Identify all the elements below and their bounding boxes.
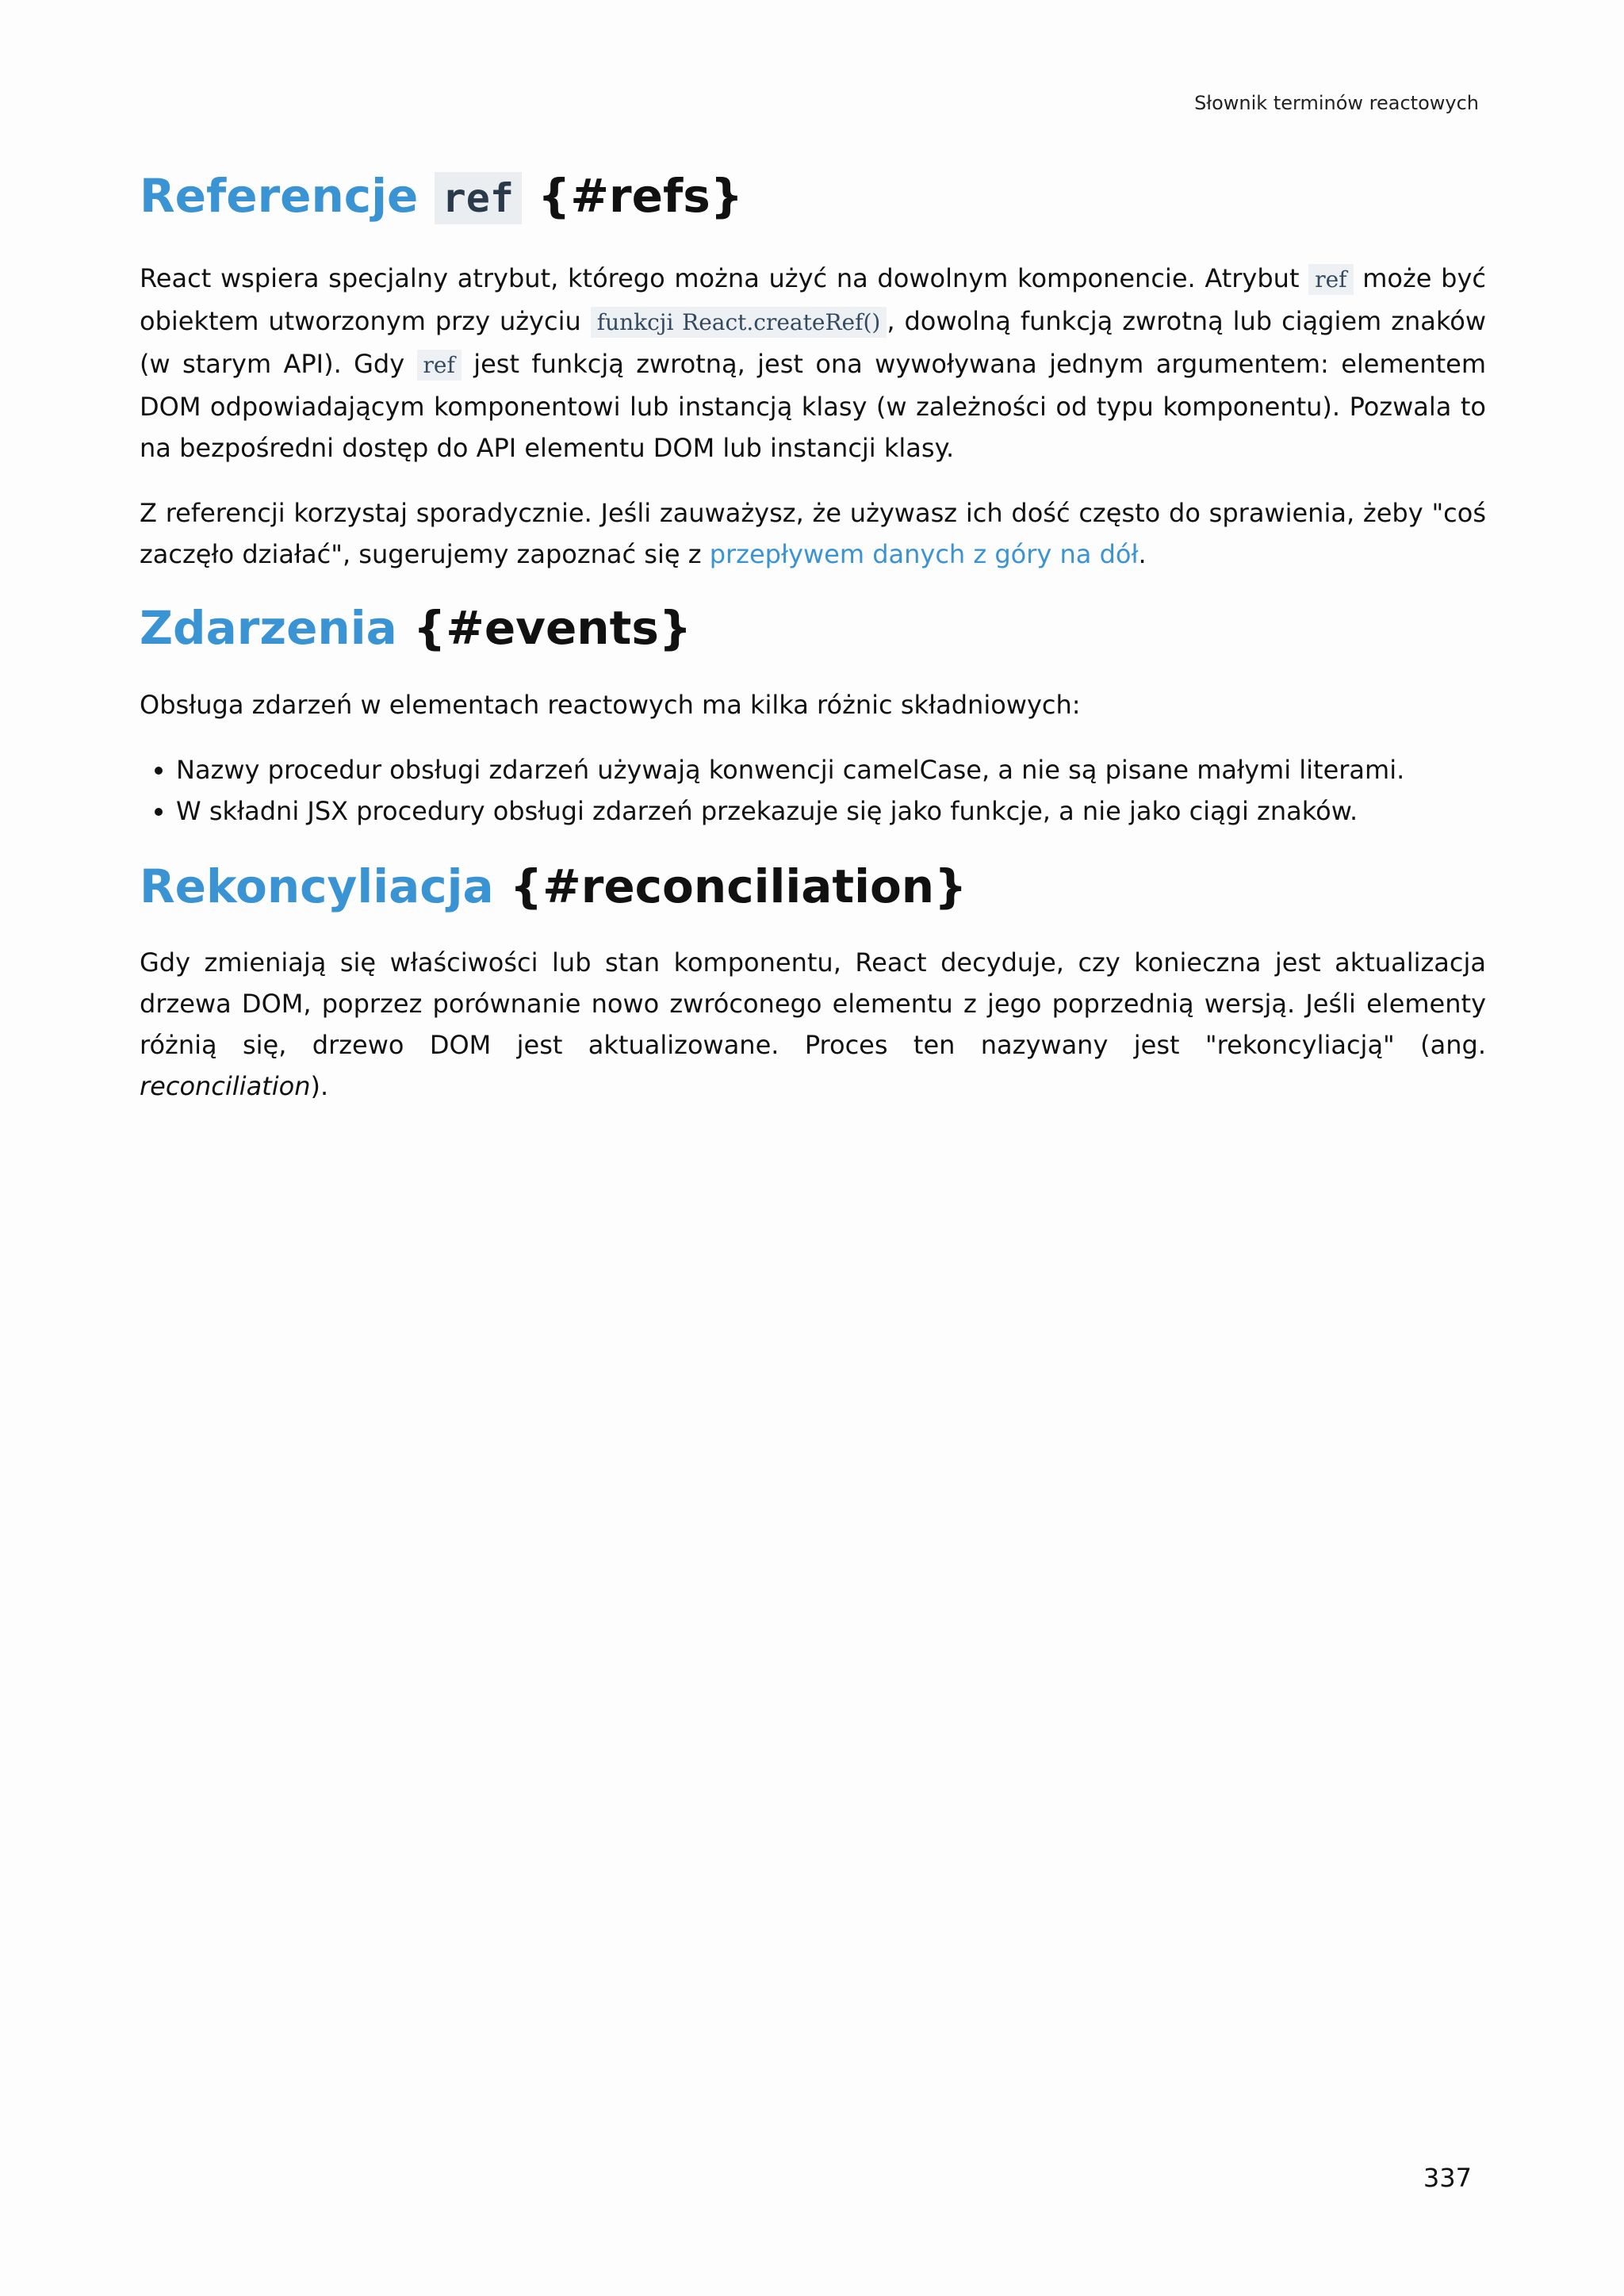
events-list [140, 749, 1486, 832]
text: może być obiektem utworzonym przy użyciu [140, 263, 1486, 337]
inline-code-ref: ref [417, 350, 462, 381]
heading-reconciliation-anchor: {#reconciliation} [509, 859, 967, 913]
refs-paragraph-1 [140, 258, 1486, 469]
page-number: 337 [1423, 2163, 1472, 2193]
text: jest funkcją zwrotną, jest ona wywoływana jednym argumentem: elementem DOM odpowiadającym komponentowi lub instancją klasy (w zależności od typu komponentu). Pozwala to na bezpośredni dostęp do API elementu DOM lub instancji klasy. [140, 349, 1487, 464]
heading-refs-anchor: {#refs} [538, 169, 744, 223]
inline-code-create-ref: funkcji React.createRef() [591, 307, 887, 338]
emphasis: reconciliation [140, 1071, 311, 1102]
refs-paragraph-2 [140, 492, 1486, 575]
list-item: • W składni JSX procedury obsługi zdarzeń przekazuje się jako funkcje, a nie jako ciągi znaków. [176, 790, 1486, 832]
reconciliation-paragraph [140, 942, 1486, 1107]
running-header: Słownik terminów reactowych [1194, 92, 1479, 114]
text: ). [310, 1071, 329, 1102]
heading-refs [140, 166, 1486, 226]
text: Gdy zmieniają się właściwości lub stan komponentu, React decyduje, czy konieczna jest aktualizacja drzewa DOM, poprzez porównanie nowo zwróconego elementu z jego poprzednią wersją. Jeśli elementy różnią się, drzewo DOM jest aktualizowane. Proces ten nazywany jest "rekoncyliacją" (ang. [140, 947, 1486, 1061]
events-intro: Obsługa zdarzeń w elementach reactowych ma kilka różnic składniowych: [140, 689, 1081, 720]
heading-events-title: Zdarzenia [140, 601, 397, 656]
heading-refs-title: Referencje [140, 169, 419, 223]
heading-events [140, 599, 1486, 658]
text: Z referencji korzystaj sporadycznie. Jeśli zauważysz, że używasz ich dość często do sprawienia, żeby "coś zaczęło działać", sugerujemy zapoznać się z [140, 498, 1486, 570]
inline-code-ref: ref [1308, 264, 1353, 295]
heading-events-anchor: {#events} [412, 601, 692, 656]
top-down-data-flow-link[interactable]: przepływem danych z góry na dół [709, 539, 1139, 570]
heading-refs-code: ref [435, 172, 522, 224]
heading-reconciliation-title: Rekoncyliacja [140, 859, 494, 913]
heading-reconciliation [140, 857, 1486, 916]
text: , dowolną funkcją zwrotną lub ciągiem znaków (w starym API). Gdy [140, 306, 1487, 380]
text: React wspiera specjalny atrybut, którego można użyć na dowolnym komponencie. Atrybut [140, 263, 1309, 294]
text: . [1138, 539, 1147, 570]
list-item: • Nazwy procedur obsługi zdarzeń używają konwencji camelCase, a nie są pisane małymi literami. [176, 749, 1486, 790]
page-content [140, 166, 1486, 1107]
